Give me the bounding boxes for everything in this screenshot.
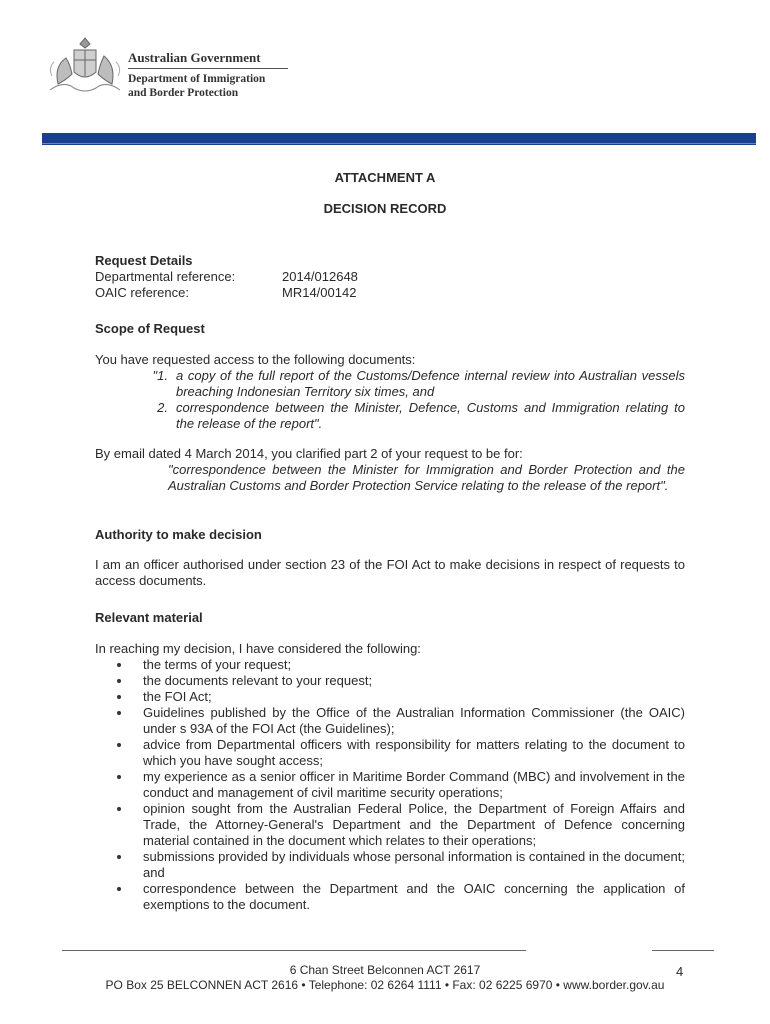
detail-label: Departmental reference: — [95, 269, 236, 284]
department-name-line1: Department of Immigration — [128, 73, 266, 85]
item-text: Guidelines published by the Office of the Australian Information Commissioner (the OAIC) under s 93A of the FOI Act (the Guidelines); — [143, 705, 685, 736]
item-number: 2. — [157, 400, 168, 415]
request-detail-row — [95, 285, 685, 301]
page-number: 4 — [676, 964, 684, 979]
bullet-icon — [117, 775, 121, 779]
bullet-icon — [117, 743, 121, 747]
list-item — [95, 657, 685, 673]
footer-divider-short — [652, 950, 714, 951]
material-heading: Relevant material — [95, 610, 203, 625]
item-text: submissions provided by individuals whose personal information is contained in the document; and — [143, 849, 685, 880]
clarification-text: By email dated 4 March 2014, you clarified part 2 of your request to be for: — [95, 446, 523, 461]
bullet-icon — [117, 711, 121, 715]
bullet-icon — [117, 663, 121, 667]
attachment-title: ATTACHMENT A — [334, 170, 436, 185]
record-title: DECISION RECORD — [323, 201, 447, 216]
authority-section — [95, 527, 685, 589]
clarified-quote: "correspondence between the Minister for Immigration and Border Protection and the Australian Customs and Border Protection Service relating to the release of the report". — [168, 462, 685, 493]
letterhead-divider — [128, 68, 288, 69]
detail-value: MR14/00142 — [282, 285, 357, 300]
material-list — [95, 657, 685, 913]
footer-contact: PO Box 25 BELCONNEN ACT 2616 • Telephone: 02 6264 1111 • Fax: 02 6225 6970 • www.border.gov.au — [105, 978, 665, 992]
list-item — [95, 801, 685, 849]
bullet-icon — [117, 807, 121, 811]
bullet-icon — [117, 695, 121, 699]
request-details-heading: Request Details — [95, 253, 193, 268]
scope-heading: Scope of Request — [95, 321, 205, 336]
request-detail-row — [95, 269, 685, 285]
scope-intro: You have requested access to the following documents: — [95, 352, 416, 367]
list-item — [95, 705, 685, 737]
item-text: correspondence between the Department and the OAIC concerning the application of exemptions to the document. — [143, 881, 685, 912]
material-intro: In reaching my decision, I have considered the following: — [95, 641, 421, 656]
list-item — [95, 737, 685, 769]
header-bar — [42, 133, 756, 145]
bullet-icon — [117, 679, 121, 683]
scope-section — [95, 321, 685, 494]
item-text: the FOI Act; — [143, 689, 212, 704]
list-item — [95, 881, 685, 913]
government-name: Australian Government — [128, 50, 261, 65]
material-section — [95, 610, 685, 913]
authority-text: I am an officer authorised under section 23 of the FOI Act to make decisions in respect of requests to access documents. — [95, 557, 685, 588]
item-text: correspondence between the Minister, Defence, Customs and Immigration relating to the release of the report". — [176, 400, 685, 431]
item-text: advice from Departmental officers with responsibility for matters relating to the document to which you have sought access; — [143, 737, 685, 768]
list-item — [95, 769, 685, 801]
item-text: opinion sought from the Australian Federal Police, the Department of Foreign Affairs and Trade, the Attorney-General's Department and the Department of Defence concerning material contained in the document which relates to their operations; — [143, 801, 685, 848]
list-item — [95, 689, 685, 705]
requested-documents-list — [95, 368, 685, 432]
detail-label: OAIC reference: — [95, 285, 189, 300]
bullet-icon — [117, 855, 121, 859]
letterhead — [128, 50, 288, 100]
list-item — [95, 400, 685, 432]
list-item — [95, 673, 685, 689]
coat-of-arms-icon — [44, 36, 126, 98]
bullet-icon — [117, 887, 121, 891]
item-number: "1. — [152, 368, 168, 383]
list-item — [95, 849, 685, 881]
detail-value: 2014/012648 — [282, 269, 358, 284]
footer-divider — [62, 950, 526, 951]
footer-address: 6 Chan Street Belconnen ACT 2617 — [289, 963, 481, 977]
item-text: the documents relevant to your request; — [143, 673, 373, 688]
item-text: a copy of the full report of the Customs/Defence internal review into Australian vessels breaching Indonesian Territory six times, and — [176, 368, 685, 399]
list-item — [95, 368, 685, 400]
item-text: my experience as a senior officer in Maritime Border Command (MBC) and involvement in the conduct and management of civil maritime security operations; — [143, 769, 685, 800]
item-text: the terms of your request; — [143, 657, 292, 672]
department-name-line2: and Border Protection — [128, 87, 239, 99]
authority-heading: Authority to make decision — [95, 527, 262, 542]
request-details-section — [95, 253, 685, 301]
